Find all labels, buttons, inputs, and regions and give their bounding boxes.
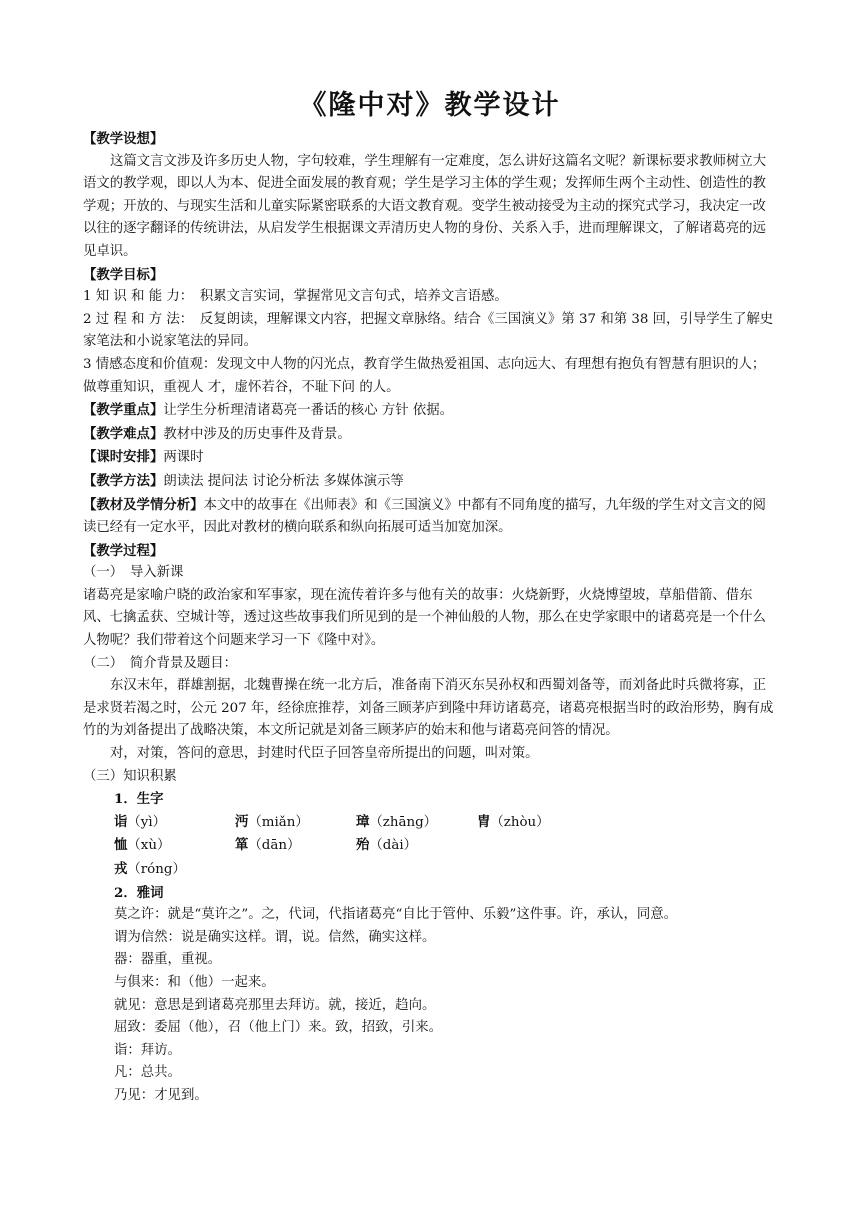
key-points-line <box>83 399 777 423</box>
char-pinyin: （dài） <box>369 838 418 854</box>
char-glyph: 璋 <box>356 813 370 830</box>
char-glyph: 沔 <box>235 813 249 830</box>
word-entry: 与俱来：和（他）一起来。 <box>114 974 275 990</box>
process-heading: 【教学过程】 <box>83 542 164 559</box>
step1-heading: （一） 导入新课 <box>83 565 184 581</box>
schedule-text: 两课时 <box>163 450 204 466</box>
char-pinyin: （zhāng） <box>369 814 438 830</box>
char-item <box>114 811 235 835</box>
char-pinyin: （miǎn） <box>248 814 309 830</box>
analysis-line <box>83 494 777 540</box>
char-glyph: 恤 <box>114 837 128 854</box>
char-glyph: 胄 <box>477 813 491 830</box>
document-body <box>83 128 777 1108</box>
method-heading: 【教学方法】 <box>83 472 164 489</box>
chars-row <box>83 834 777 858</box>
method-line <box>83 470 777 494</box>
char-glyph: 戎 <box>114 861 128 877</box>
chars-row <box>83 811 777 835</box>
page-title: 《隆中对》教学设计 <box>299 90 561 121</box>
word-entry: 凡：总共。 <box>114 1065 181 1081</box>
word-entry: 就见：意思是到诸葛亮那里去拜访。就，接近，趋向。 <box>114 997 436 1013</box>
char-item <box>114 834 235 858</box>
char-pinyin: （róng） <box>127 862 186 877</box>
difficulty-heading: 【教学难点】 <box>83 425 164 442</box>
word-entry: 谓为信然：说是确实这样。谓，说。信然，确实这样。 <box>114 929 436 945</box>
goals-heading: 【教学目标】 <box>83 266 164 283</box>
difficulty-text: 教材中涉及的历史事件及背景。 <box>163 426 351 442</box>
method-text: 朗读法 提问法 讨论分析法 多媒体演示等 <box>163 473 404 489</box>
char-pinyin: （yì） <box>127 814 167 830</box>
key-points-heading: 【教学重点】 <box>83 402 164 419</box>
char-glyph: 箪 <box>235 837 249 854</box>
char-item <box>477 811 598 835</box>
word-entry: 莫之许：就是“莫许之”。之，代词，代指诸葛亮“自比于管仲、乐毅”这件事。许，承认，同意。 <box>114 907 678 923</box>
goal-knowledge: 1 知 识 和 能 力： 积累文言实词，掌握常见文言句式，培养文言语感。 <box>83 289 508 305</box>
step1-paragraph: 诸葛亮是家喻户晓的政治家和军事家，现在流传着许多与他有关的故事：火烧新野，火烧博望坡，草船借箭、借东风、七擒孟获、空城计等，透过这些故事我们所见到的是一个神仙般的人物，那么在史学家眼中的诸葛亮是一个什么人物呢？我们带着这个问题来学习一下《隆中对》。 <box>83 587 766 649</box>
char-glyph: 殆 <box>356 837 370 854</box>
goal-attitude: 3 情感态度和价值观：发现文中人物的闪光点，教育学生做热爱祖国、志向远大、有理想有抱负有智慧有胆识的人；做尊重知识，重视人 才，虚怀若谷，不耻下问 的人。 <box>83 356 766 395</box>
schedule-line <box>83 446 777 470</box>
schedule-heading: 【课时安排】 <box>83 449 164 466</box>
char-pinyin: （zhòu） <box>490 814 550 830</box>
chars-heading: 1．生字 <box>114 791 164 808</box>
char-item <box>356 811 477 835</box>
word-entry: 乃见：才见到。 <box>114 1087 208 1103</box>
idea-paragraph: 这篇文言文涉及许多历史人物，字句较难，学生理解有一定难度，怎么讲好这篇名文呢？新课标要求教师树立大语文的教学观，即以人为本、促进全面发展的教育观；学生是学习主体的学生观；发挥师生两个主动性、创造性的教学观；开放的、与现实生活和儿童实际紧密联系的大语文教育观。变学生被动接受为主动的探究式学习，我决定一改以往的逐字翻译的传统讲法，从启发学生根据课文弄清历史人物的身份、关系入手，进而理解课文，了解诸葛亮的远见卓识。 <box>83 153 767 259</box>
word-entry: 屈致：委屈（他），召（他上门）来。致，招致，引来。 <box>114 1020 443 1036</box>
word-entry: 诣：拜访。 <box>114 1042 181 1058</box>
char-item <box>235 811 356 835</box>
char-pinyin: （dān） <box>248 838 301 854</box>
key-points-text: 让学生分析理清诸葛亮一番话的核心 方针 依据。 <box>163 403 454 419</box>
char-item <box>235 834 356 858</box>
char-glyph: 诣 <box>114 813 128 830</box>
analysis-text: 本文中的故事在《出师表》和《三国演义》中都有不同角度的描写，九年级的学生对文言文的阅读已经有一定水平，因此对教材的横向联系和纵向拓展可适当加宽加深。 <box>83 497 766 536</box>
step2-paragraph-background: 东汉末年，群雄割据，北魏曹操在统一北方后，准备南下消灭东吴孙权和西蜀刘备等，而刘备此时兵微将寡，正是求贤若渴之时，公元 207 年，经徐庶推荐，刘备三顾茅庐到隆中拜访诸葛亮，诸葛亮根据当时的政治形势，胸有成竹的为刘备提出了战略决策，本文所记就是刘备三顾茅庐的始末和他与诸葛亮问答的情况。 <box>83 678 774 739</box>
words-heading: 2．雅词 <box>114 884 164 901</box>
step3-heading: （三）知识积累 <box>83 768 177 784</box>
char-pinyin: （xù） <box>127 838 171 854</box>
word-entry: 器：器重，重视。 <box>114 952 222 968</box>
difficulty-line <box>83 423 777 447</box>
step2-paragraph-title: 对，对策，答问的意思，封建时代臣子回答皇帝所提出的问题，叫对策。 <box>110 746 539 762</box>
char-item <box>356 834 477 858</box>
step2-heading: （二） 简介背景及题目： <box>83 655 237 671</box>
goal-process: 2 过 程 和 方 法： 反复朗读，理解课文内容，把握文章脉络。结合《三国演义》第 37 和第 38 回，引导学生了解史家笔法和小说家笔法的异同。 <box>83 311 774 350</box>
analysis-heading: 【教材及学情分析】 <box>83 496 204 513</box>
idea-heading: 【教学设想】 <box>83 131 164 147</box>
char-item <box>114 858 235 882</box>
chars-row <box>83 858 777 882</box>
